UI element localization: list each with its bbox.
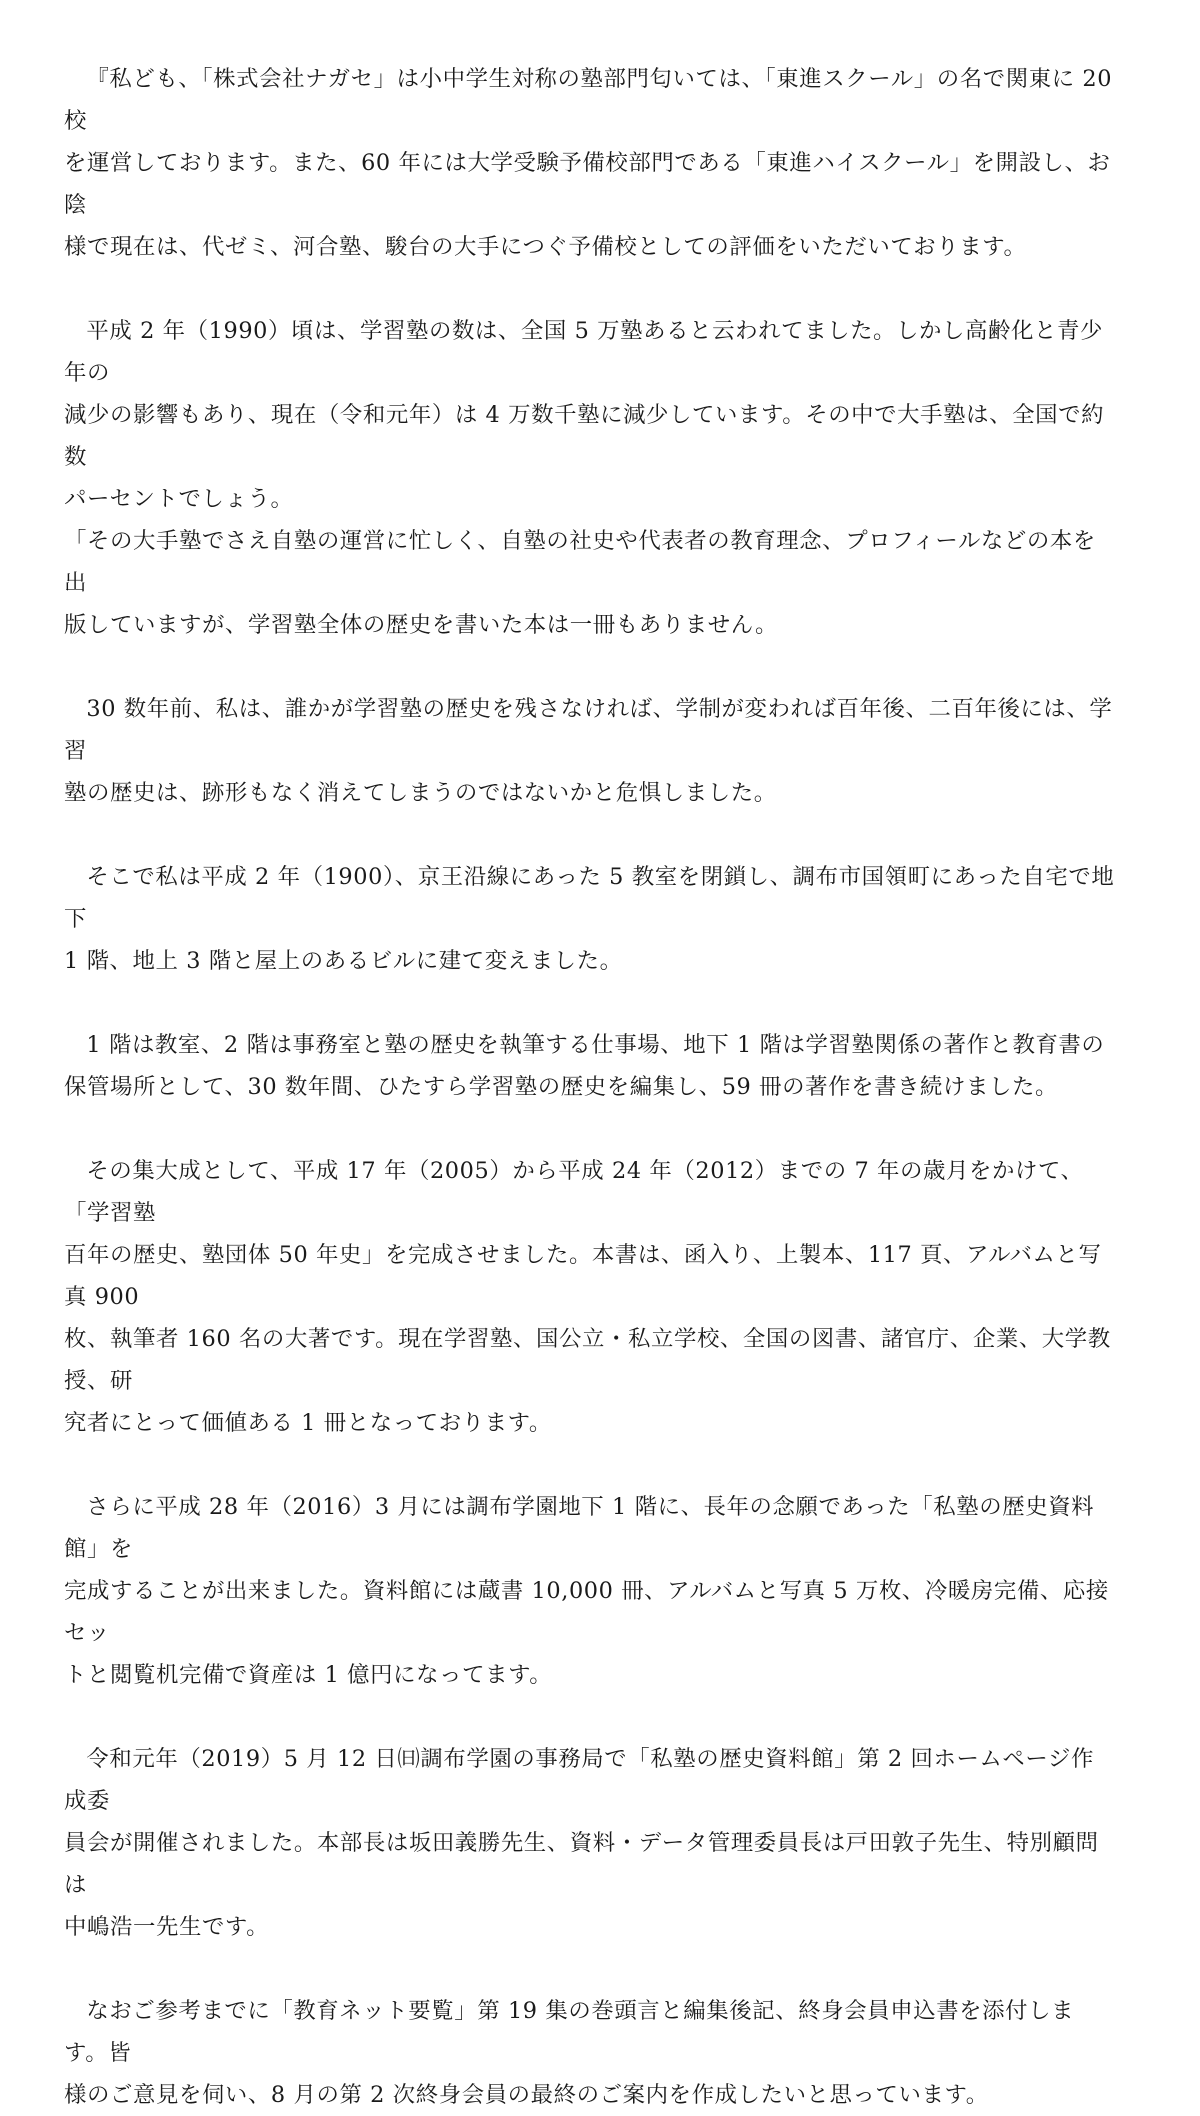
paragraph-no-history-book: 「その大手塾でさえ自塾の運営に忙しく、自塾の社史や代表者の教育理念、プロフィールなどの本を出 版していますが、学習塾全体の歴史を書いた本は一冊もありません。 <box>64 528 1096 638</box>
paragraph-culmination-book: その集大成として、平成 17 年（2005）から平成 24 年（2012）までの 7 年の歳月をかけて、「学習塾 百年の歴史、塾団体 50 年史」を完成させました。本書は、函入り、上製本、117 頁、アルバムと写真 900 枚、執筆者 160 名の大著です。現在学習塾、国公立・私立学校、全国の図書、諸官庁、企業、大学教授、研 究者にとって価値ある 1 冊となっております。 <box>64 1158 1111 1436</box>
paragraph-concern: 30 数年前、私は、誰かが学習塾の歴史を残さなければ、学制が変われば百年後、二百年後には、学習 塾の歴史は、跡形もなく消えてしまうのではないかと危惧しました。 <box>64 696 1113 806</box>
paragraph-committee-meeting: 令和元年（2019）5 月 12 日㈰調布学園の事務局で「私塾の歴史資料館」第 2 回ホームページ作成委 員会が開催されました。本部長は坂田義勝先生、資料・データ管理委員長は戸田敦子先生、特別顧問は 中嶋浩一先生です。 <box>64 1746 1099 1940</box>
paragraph-building: そこで私は平成 2 年（1900）、京王沿線にあった 5 教室を閉鎖し、調布市国領町にあった自宅で地下 1 階、地上 3 階と屋上のあるビルに建て変えました。 <box>64 864 1115 974</box>
paragraph-naganse-intro: 『私ども、「株式会社ナガセ」は小中学生対称の塾部門匂いては、「東進スクール」の名で関東に 20 校 を運営しております。また、60 年には大学受験予備校部門である「東進ハイスクール」を開設し、お陰 様で現在は、代ゼミ、河合塾、駿台の大手につぐ予備校としての評価をいただいております。 <box>64 66 1113 260</box>
paragraph-juku-count: 平成 2 年（1990）頃は、学習塾の数は、全国 5 万塾あると云われてました。しかし高齢化と青少年の 減少の影響もあり、現在（令和元年）は 4 万数千塾に減少しています。その中で大手塾は、全国で約数 パーセントでしょう。 <box>64 318 1105 512</box>
paragraph-floors-usage: 1 階は教室、2 階は事務室と塾の歴史を執筆する仕事場、地下 1 階は学習塾関係の著作と教育書の 保管場所として、30 数年間、ひたすら学習塾の歴史を編集し、59 冊の著作を書き続けました。 <box>64 1032 1105 1100</box>
paragraph-reference-attachment: なおご参考までに「教育ネット要覧」第 19 集の巻頭言と編集後記、終身会員申込書を添付します。皆 様のご意見を伺い、8 月の第 2 次終身会員の最終のご案内を作成したいと思っています。 <box>64 1998 1075 2108</box>
paragraph-museum: さらに平成 28 年（2016）3 月には調布学園地下 1 階に、長年の念願であった「私塾の歴史資料館」を 完成することが出来ました。資料館には蔵書 10,000 冊、アルバムと写真 5 万枚、冷暖房完備、応接セッ トと閲覧机完備で資産は 1 億円になってます。 <box>64 1494 1109 1688</box>
